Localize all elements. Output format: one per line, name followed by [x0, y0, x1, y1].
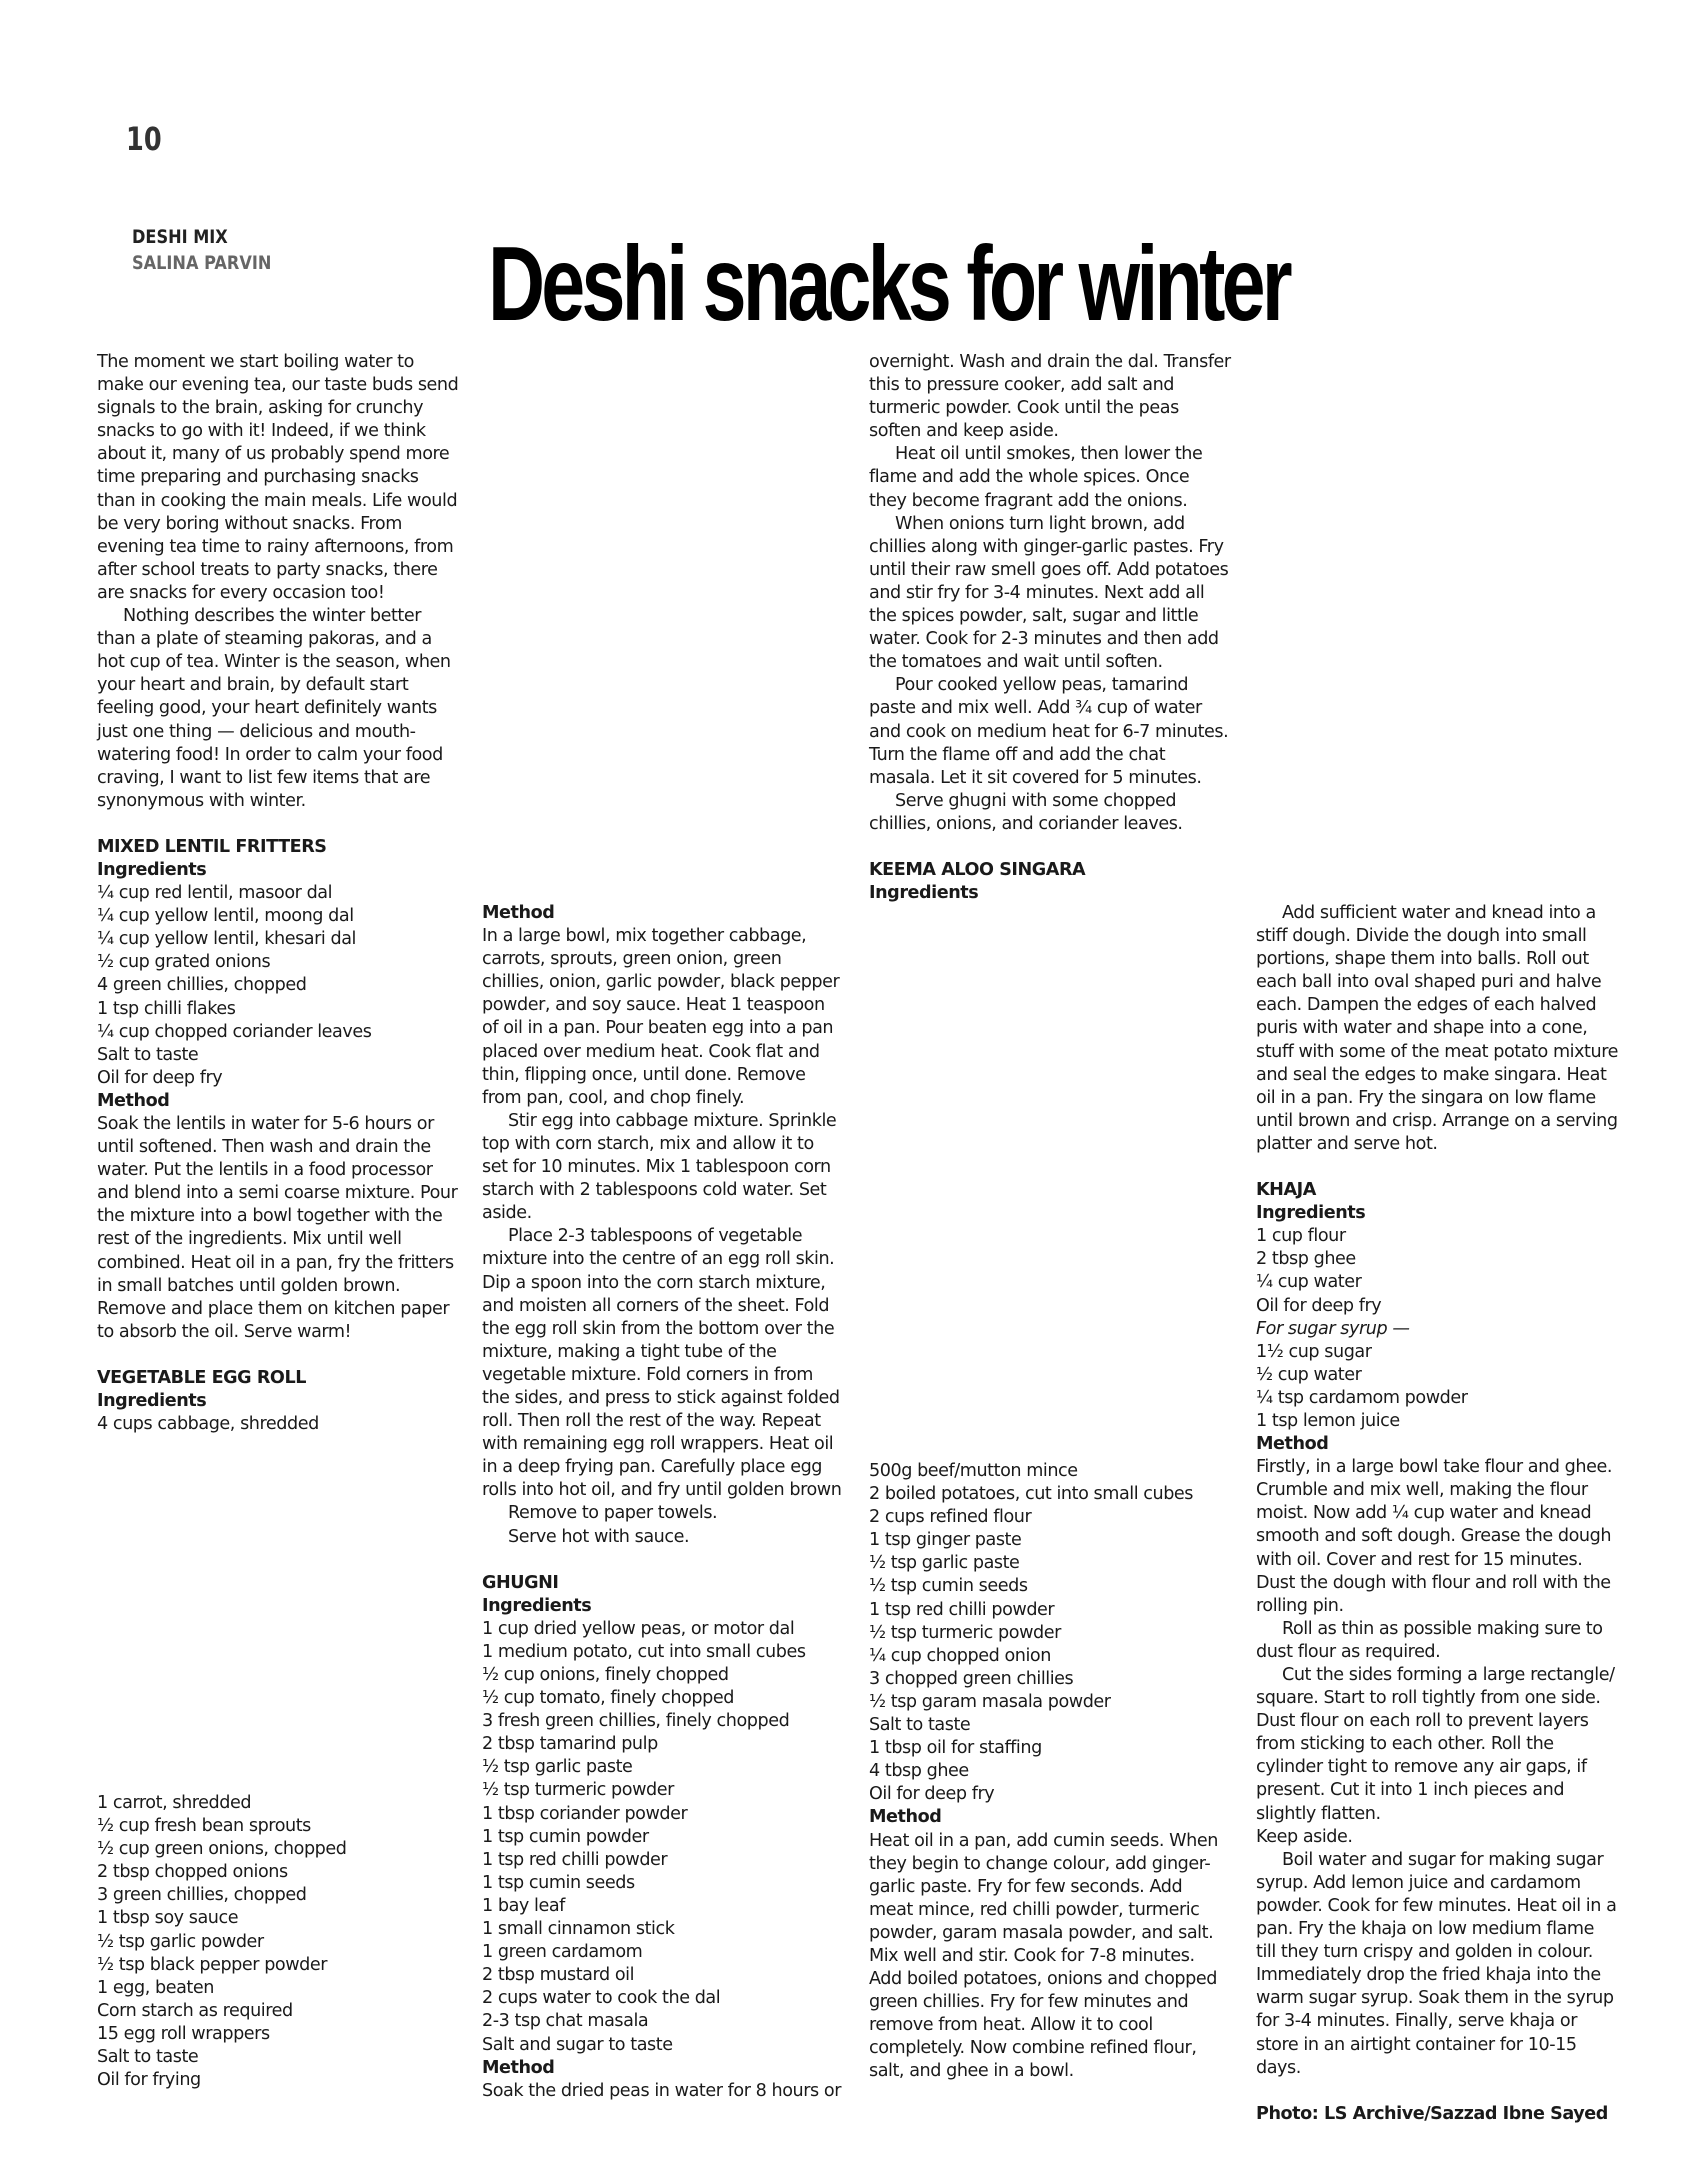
ingredient-item: ½ cup green onions, chopped: [97, 1839, 347, 1860]
ingredient-list: [869, 1460, 1231, 1806]
ingredient-item: Corn starch as required: [97, 2000, 293, 2021]
ingredient-item: 1½ cup sugar: [1256, 1341, 1372, 1362]
ingredient-item: ¼ cup chopped onion: [869, 1645, 1051, 1666]
method-paragraph: Stir egg into cabbage mixture. Sprinkle top with corn starch, mix and allow it to set for 10 minutes. Mix 1 tablespoon corn starch with 2 tablespoons cold water. Set aside.: [482, 1110, 837, 1224]
ingredient-item: 1 tsp red chilli powder: [482, 1849, 668, 1870]
ingredients-heading: Ingredients: [97, 1391, 207, 1412]
method-heading: Method: [97, 1090, 170, 1111]
method-paragraph: Serve hot with sauce.: [508, 1526, 690, 1547]
ingredient-item: 1 tsp chilli flakes: [97, 998, 236, 1019]
method-paragraph: Soak the dried peas in water for 8 hours or: [482, 2080, 841, 2101]
ingredient-list: [97, 882, 459, 1090]
method-heading: Method: [482, 2057, 555, 2078]
ingredient-item: 3 chopped green chillies: [869, 1668, 1074, 1689]
ingredient-item: 1 tsp cumin seeds: [482, 1872, 635, 1893]
recipe-title: MIXED LENTIL FRITTERS: [97, 836, 327, 857]
method-heading: Method: [482, 903, 555, 923]
method-paragraph: Soak the lentils in water for 5-6 hours or until softened. Then wash and drain the water. Put the lentils in a food processor and blend into a semi coarse mixture. Pour the mixture into a bowl together with the rest of the ingredients. Mix until well combined. Heat oil in a pan, fry the fritters in small batches until golden brown. Remove and place them on kitchen paper to absorb the oil. Serve warm!: [97, 1114, 458, 1342]
ingredient-item: Salt to taste: [869, 1715, 971, 1736]
ingredient-item: ½ tsp garlic paste: [869, 1553, 1020, 1574]
method-heading: Method: [869, 1807, 942, 1828]
ingredient-item: Oil for deep fry: [869, 1784, 995, 1805]
ingredient-item: 1 medium potato, cut into small cubes: [482, 1641, 806, 1662]
ingredient-item: 1 cup flour: [1256, 1226, 1346, 1247]
ingredient-item: ½ cup tomato, finely chopped: [482, 1688, 734, 1709]
ingredient-item: 15 egg roll wrappers: [97, 2023, 270, 2044]
method-paragraph: Firstly, in a large bowl take flour and ghee. Crumble and mix well, making the flour moist. Now add ¼ cup water and knead smooth and soft dough. Grease the dough with oil. Cover and rest for 15 minutes. Dust the dough with flour and roll with the rolling pin.: [1256, 1457, 1612, 1616]
ingredient-item: ¼ cup red lentil, masoor dal: [97, 883, 333, 904]
ingredient-item: ½ tsp black pepper powder: [97, 1954, 328, 1975]
ingredient-subheading: For sugar syrup —: [1256, 1318, 1410, 1339]
method-paragraph: Place 2-3 tablespoons of vegetable mixture into the centre of an egg roll skin. Dip a spoon into the corn starch mixture, and moisten all corners of the sheet. Fold the egg roll skin from the bottom over the mixture, making a tight tube of the vegetable mixture. Fold corners in from the sides, and press to stick against folded roll. Then roll the rest of the way. Repeat with remaining egg roll wrappers. Heat oil in a deep frying pan. Carefully place egg rolls into hot oil, and fry until golden brown: [482, 1226, 842, 1501]
column-1-top: [97, 351, 459, 1436]
ingredient-item: ½ tsp garlic powder: [97, 1931, 264, 1952]
ingredient-item: ½ tsp garam masala powder: [869, 1691, 1111, 1712]
ingredient-item: ¼ cup yellow lentil, moong dal: [97, 906, 354, 927]
ingredient-item: Salt to taste: [97, 2047, 199, 2068]
ingredient-item: 1 tbsp oil for staffing: [869, 1738, 1042, 1759]
ingredient-item: 1 tsp cumin powder: [482, 1826, 649, 1847]
method-paragraph: Heat oil in a pan, add cumin seeds. When they begin to change colour, add ginger-garlic paste. Fry for few seconds. Add meat mince, red chilli powder, turmeric powder, garam masala powder, and salt. Mix well and stir. Cook for 7-8 minutes. Add boiled potatoes, onions and chopped green chillies. Fry for few minutes and remove from heat. Allow it to cool completely. Now combine refined flour, salt, and ghee in a bowl.: [869, 1830, 1218, 2082]
method-paragraph: Boil water and sugar for making sugar syrup. Add lemon juice and cardamom powder. Cook for few minutes. Heat oil in a pan. Fry the khaja on low medium flame till they turn crispy and golden in colour. Immediately drop the fried khaja into the warm sugar syrup. Soak them in the syrup for 3-4 minutes. Finally, serve khaja or store in an airtight container for 10-15 days.: [1256, 1849, 1617, 2078]
ingredient-list: [1256, 1225, 1618, 1433]
ingredients-heading: Ingredients: [869, 883, 979, 904]
method-paragraph: Heat oil until smokes, then lower the flame and add the whole spices. Once they become fragrant add the onions.: [869, 444, 1203, 511]
ingredient-item: 1 cup dried yellow peas, or motor dal: [482, 1618, 795, 1639]
headline: Deshi snacks for winter: [488, 225, 1289, 343]
ingredient-item: 2 boiled potatoes, cut into small cubes: [869, 1484, 1194, 1505]
ingredient-item: ½ cup fresh bean sprouts: [97, 1816, 311, 1837]
ingredients-heading: Ingredients: [482, 1595, 592, 1616]
ingredient-item: ½ cup onions, finely chopped: [482, 1665, 729, 1685]
ingredients-heading: Ingredients: [1256, 1203, 1366, 1224]
recipe-title: KHAJA: [1256, 1180, 1316, 1201]
ingredient-item: 2 cups refined flour: [869, 1507, 1032, 1528]
ingredient-item: 1 tsp ginger paste: [869, 1530, 1022, 1551]
method-paragraph: overnight. Wash and drain the dal. Transfer this to pressure cooker, add salt and turmeric powder. Cook until the peas soften and keep aside.: [869, 352, 1231, 442]
ingredient-item: ½ tsp cumin seeds: [869, 1576, 1028, 1597]
ingredient-item: ½ cup grated onions: [97, 952, 271, 973]
ingredient-item: Salt and sugar to taste: [482, 2034, 673, 2055]
ingredient-item: ¼ cup water: [1256, 1272, 1362, 1293]
ingredient-item: 3 green chillies, chopped: [97, 1885, 307, 1906]
method-paragraph: In a large bowl, mix together cabbage, carrots, sprouts, green onion, green chillies, onion, garlic powder, black pepper powder, and soy sauce. Heat 1 teaspoon of oil in a pan. Pour beaten egg into a pan placed over medium heat. Cook flat and thin, flipping once, until done. Remove from pan, cool, and chop finely.: [482, 926, 840, 1108]
ingredients-heading: Ingredients: [97, 859, 207, 880]
ingredient-item: 4 cups cabbage, shredded: [97, 1414, 319, 1435]
ingredient-item: 1 small cinnamon stick: [482, 1919, 675, 1940]
ingredient-item: 500g beef/mutton mince: [869, 1461, 1078, 1481]
column-1-bottom: [97, 1792, 459, 2092]
method-paragraph: Remove to paper towels.: [508, 1503, 718, 1524]
ingredient-item: 1 bay leaf: [482, 1895, 565, 1916]
ingredient-item: 4 tbsp ghee: [869, 1761, 969, 1782]
column-3-top: [869, 351, 1231, 905]
ingredient-item: ½ tsp turmeric powder: [869, 1622, 1061, 1643]
ingredient-item: 2 tbsp tamarind pulp: [482, 1734, 658, 1755]
ingredient-item: 1 egg, beaten: [97, 1977, 214, 1998]
ingredient-item: ½ cup water: [1256, 1364, 1362, 1385]
ingredient-item: 2 tbsp mustard oil: [482, 1965, 635, 1986]
ingredient-item: Oil for deep fry: [97, 1067, 223, 1088]
ingredient-item: ½ tsp turmeric powder: [482, 1780, 674, 1801]
method-paragraph: Cut the sides forming a large rectangle/ square. Start to roll tightly from one side. Dust flour on each roll to prevent layers from sticking to each other. Roll the cylinder tight to remove any air gaps, if present. Cut it into 1 inch pieces and slightly flatten.: [1256, 1665, 1615, 1824]
ingredient-item: Oil for frying: [97, 2070, 201, 2091]
ingredient-item: 1 green cardamom: [482, 1942, 643, 1963]
ingredient-item: 3 fresh green chillies, finely chopped: [482, 1711, 790, 1732]
ingredient-item: 2 tbsp chopped onions: [97, 1862, 288, 1883]
ingredient-item: ¼ cup chopped coriander leaves: [97, 1021, 372, 1042]
ingredient-item: 2 tbsp ghee: [1256, 1249, 1356, 1270]
ingredient-item: 1 tsp red chilli powder: [869, 1599, 1055, 1620]
author-byline: SALINA PARVIN: [132, 252, 272, 274]
intro-paragraph: The moment we start boiling water to make our evening tea, our taste buds send signals to the brain, asking for crunchy snacks to go with it! Indeed, if we think about it, many of us probably spend more time preparing and purchasing snacks than in cooking the main meals. Life would be very boring without snacks. From evening tea time to rainy afternoons, from after school treats to party snacks, there are snacks for every occasion too!: [97, 352, 459, 603]
ingredient-item: ¼ cup yellow lentil, khesari dal: [97, 929, 356, 950]
method-paragraph: Add sufficient water and knead into a stiff dough. Divide the dough into small portions, shape them into balls. Roll out each ball into oval shaped puri and halve each. Dampen the edges of each halved puris with water and shape into a cone, stuff with some of the meat potato mixture and seal the edges to make singara. Heat oil in a pan. Fry the singara on low flame until brown and crisp. Arrange on a serving platter and serve hot.: [1256, 903, 1618, 1154]
ingredient-list: [482, 1618, 844, 2057]
ingredient-item: 1 tbsp soy sauce: [97, 1908, 239, 1929]
photo-credit: Photo: LS Archive/Sazzad Ibne Sayed: [1256, 2103, 1608, 2124]
method-paragraph: Pour cooked yellow peas, tamarind paste and mix well. Add ¾ cup of water and cook on medium heat for 6-7 minutes. Turn the flame off and add the chat masala. Let it sit covered for 5 minutes.: [869, 675, 1229, 788]
ingredient-item: 2 cups water to cook the dal: [482, 1988, 721, 2009]
ingredient-item: 1 tbsp coriander powder: [482, 1803, 688, 1824]
ingredient-item: 1 carrot, shredded: [97, 1793, 252, 1813]
method-paragraph: Serve ghugni with some chopped chillies, onions, and coriander leaves.: [869, 790, 1183, 834]
method-paragraph: When onions turn light brown, add chillies along with ginger-garlic pastes. Fry until their raw smell goes off. Add potatoes and stir fry for 3-4 minutes. Next add all the spices powder, salt, sugar and little water. Cook for 2-3 minutes and then add the tomatoes and wait until soften.: [869, 513, 1229, 673]
recipe-title: KEEMA ALOO SINGARA: [869, 859, 1086, 880]
recipe-title: GHUGNI: [482, 1572, 559, 1593]
recipe-title: VEGETABLE EGG ROLL: [97, 1367, 306, 1388]
column-4: [1256, 902, 1618, 2126]
page-number: 10: [126, 120, 162, 158]
ingredient-item: 1 tsp lemon juice: [1256, 1410, 1400, 1431]
ingredient-item: 4 green chillies, chopped: [97, 975, 307, 996]
method-paragraph: Keep aside.: [1256, 1826, 1353, 1847]
ingredient-item: Oil for deep fry: [1256, 1295, 1382, 1316]
section-label: DESHI MIX: [132, 226, 228, 248]
ingredient-item: Salt to taste: [97, 1044, 199, 1065]
column-2: [482, 902, 844, 2103]
method-paragraph: Roll as thin as possible making sure to dust flour as required.: [1256, 1618, 1603, 1662]
method-heading: Method: [1256, 1434, 1329, 1455]
ingredient-item: 2-3 tsp chat masala: [482, 2011, 649, 2032]
intro-paragraph: Nothing describes the winter better than a plate of steaming pakoras, and a hot cup of tea. Winter is the season, when your heart and brain, by default start feeling good, your heart definitely wants just one thing — delicious and mouth-watering food! In order to calm your food craving, I want to list few items that are synonymous with winter.: [97, 606, 451, 811]
ingredient-item: ¼ tsp cardamom powder: [1256, 1387, 1468, 1408]
ingredient-item: ½ tsp garlic paste: [482, 1757, 633, 1778]
column-3-bottom: [869, 1460, 1231, 2084]
